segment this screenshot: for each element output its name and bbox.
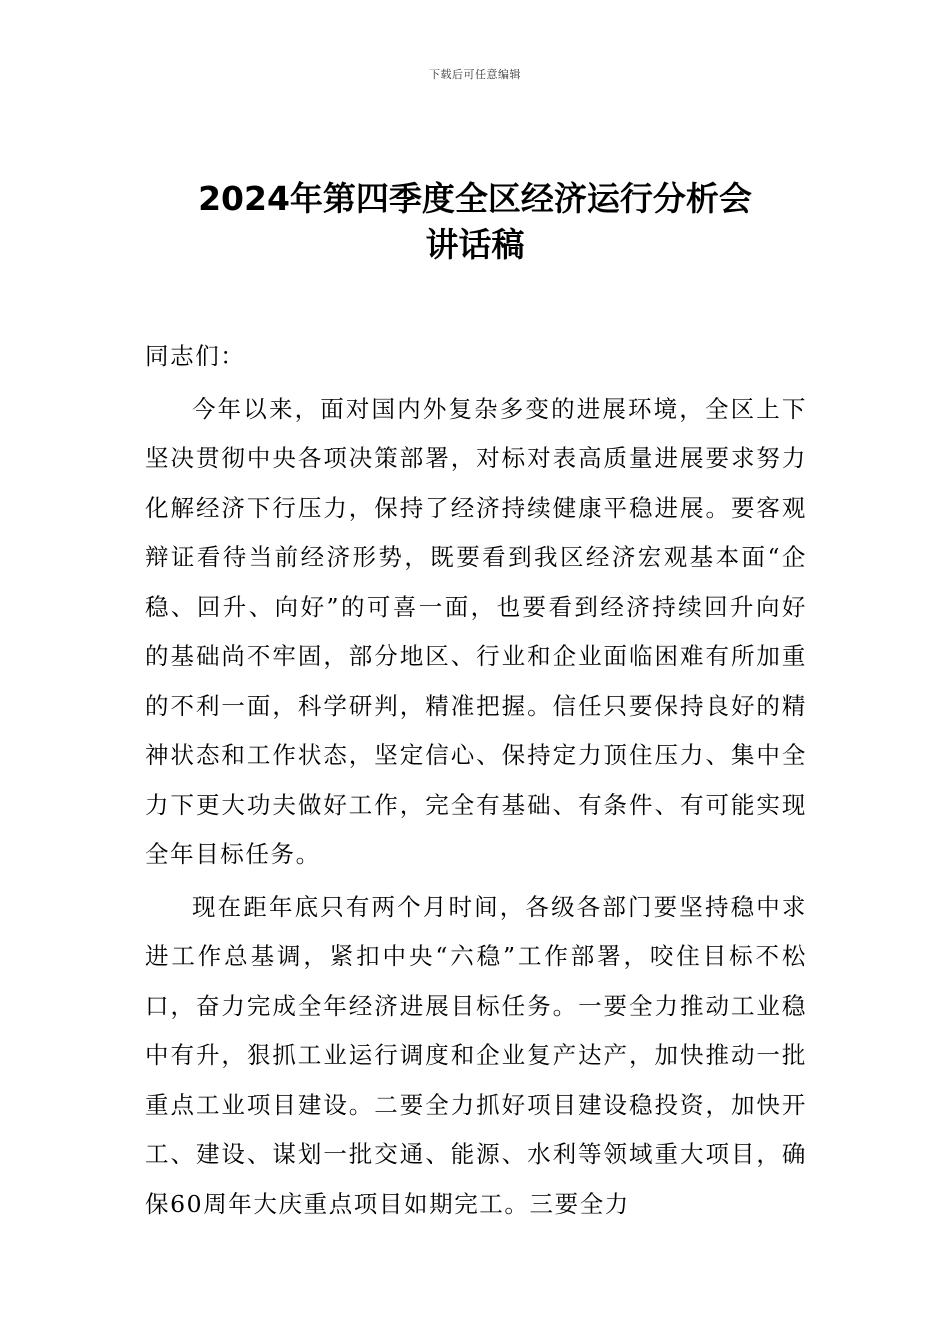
title-line-1: 2024年第四季度全区经济运行分析会 — [198, 179, 752, 218]
document-body — [145, 332, 807, 1229]
document-title — [0, 176, 950, 268]
paragraph-1: 今年以来，面对国内外复杂多变的进展环境，全区上下坚决贯彻中央各项决策部署，对标对表高质量进展要求努力化解经济下行压力，保持了经济持续健康平稳进展。要客观辩证看待当前经济形势，既要看到我区经济宏观基本面“企稳、回升、向好”的可喜一面，也要看到经济持续回升向好的基础尚不牢固，部分地区、行业和企业面临困难有所加重的不利一面，科学研判，精准把握。信任只要保持良好的精神状态和工作状态，坚定信心、保持定力顶住压力、集中全力下更大功夫做好工作，完全有基础、有条件、有可能实现全年目标任务。 — [145, 394, 807, 868]
salutation: 同志们： — [145, 342, 246, 370]
title-line-2: 讲话稿 — [425, 225, 525, 264]
paragraph-2: 现在距年底只有两个月时间，各级各部门要坚持稳中求进工作总基调，紧扣中央“六稳”工作部署，咬住目标不松口，奋力完成全年经济进展目标任务。一要全力推动工业稳中有升，狠抓工业运行调度和企业复产达产，加快推动一批重点工业项目建设。二要全力抓好项目建设稳投资，加快开工、建设、谋划一批交通、能源、水利等领域重大项目，确保60周年大庆重点项目如期完工。三要全力 — [145, 892, 807, 1218]
header-note: 下载后可任意编辑 — [429, 68, 521, 81]
